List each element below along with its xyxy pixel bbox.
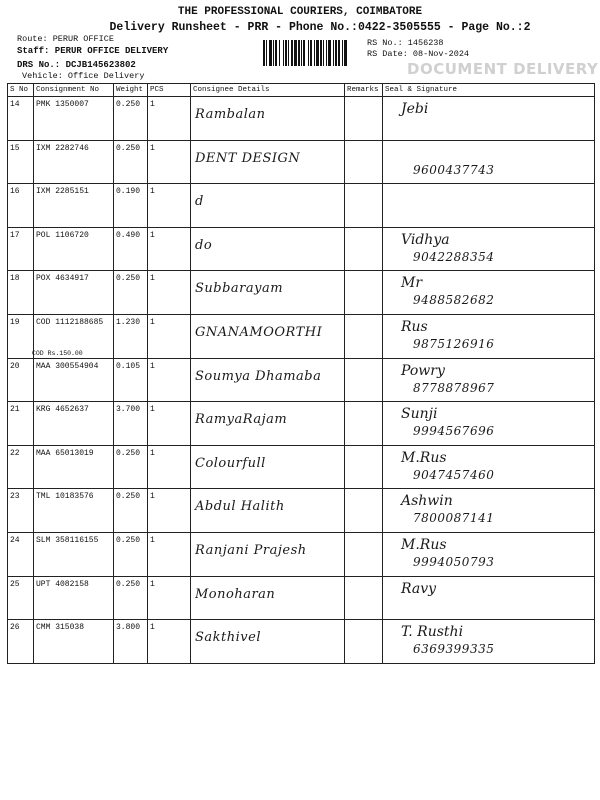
row-sno: 23 (8, 489, 34, 533)
row-pcs: 1 (148, 445, 191, 489)
barcode-bar (338, 40, 340, 66)
table-row (8, 489, 595, 533)
barcode-bar (275, 40, 277, 66)
row-weight: 0.250 (114, 445, 148, 489)
runsheet-table (7, 83, 595, 664)
row-consignee (191, 227, 345, 271)
row-remarks (345, 314, 383, 358)
row-pcs: 1 (148, 358, 191, 402)
table-row (8, 532, 595, 576)
signature-handwriting: Rus (401, 318, 428, 335)
rs-date: RS Date: 08-Nov-2024 (367, 49, 470, 59)
signature-handwriting: Jebi (401, 101, 429, 117)
row-remarks (345, 489, 383, 533)
row-weight: 0.250 (114, 576, 148, 620)
rs-number: RS No.: 1456238 (367, 38, 444, 48)
row-weight: 3.800 (114, 620, 148, 664)
row-weight: 0.250 (114, 489, 148, 533)
row-weight: 0.105 (114, 358, 148, 402)
signature-handwriting: M.Rus (401, 449, 447, 466)
barcode-bar (266, 40, 267, 66)
row-seal-signature (383, 402, 595, 446)
row-seal-signature (383, 140, 595, 184)
signature-handwriting: M.Rus (401, 536, 447, 553)
consignment-number: TML 10183576 (36, 492, 94, 502)
barcode-bar (328, 40, 331, 66)
row-sno: 15 (8, 140, 34, 184)
barcode-bar (316, 40, 319, 66)
phone-handwriting: 9488582682 (413, 293, 495, 308)
consignee-handwriting: Rambalan (195, 107, 266, 122)
row-pcs: 1 (148, 271, 191, 315)
row-sno: 22 (8, 445, 34, 489)
signature-handwriting: Ashwin (401, 493, 453, 510)
barcode-bar (326, 40, 327, 66)
row-pcs: 1 (148, 184, 191, 228)
row-remarks (345, 445, 383, 489)
consignee-handwriting: Monoharan (195, 586, 276, 602)
row-consignee (191, 620, 345, 664)
row-consignment (34, 445, 114, 489)
row-consignment (34, 227, 114, 271)
table-row (8, 445, 595, 489)
phone-handwriting: 9047457460 (413, 467, 495, 482)
row-seal-signature (383, 489, 595, 533)
phone-handwriting: 9042288354 (413, 249, 495, 264)
table-row (8, 314, 595, 358)
row-seal-signature (383, 97, 595, 141)
barcode-bar (303, 40, 305, 66)
barcode (262, 40, 360, 66)
table-header-row (8, 84, 595, 97)
row-consignment (34, 532, 114, 576)
barcode-bar (294, 40, 297, 66)
consignee-handwriting: Ranjani Prajesh (195, 542, 307, 558)
barcode-bar (269, 40, 272, 66)
table-row (8, 576, 595, 620)
row-seal-signature (383, 576, 595, 620)
consignee-handwriting: Colourfull (195, 455, 266, 471)
row-consignment (34, 576, 114, 620)
barcode-bar (283, 40, 284, 66)
row-consignee (191, 532, 345, 576)
row-consignment (34, 620, 114, 664)
table-row (8, 271, 595, 315)
consignment-number: MAA 65013019 (36, 448, 94, 458)
col-sno: S No (8, 84, 34, 97)
signature-handwriting: T. Rusthi (401, 624, 464, 641)
document-delivery-stamp: DOCUMENT DELIVERY (407, 60, 599, 78)
row-consignment (34, 271, 114, 315)
row-consignment (34, 489, 114, 533)
col-consignee: Consignee Details (191, 84, 345, 97)
row-sno: 18 (8, 271, 34, 315)
row-consignee (191, 576, 345, 620)
runsheet-title: Delivery Runsheet - PRR - Phone No.:0422-3505555 - Page No.:2 (109, 21, 531, 34)
barcode-bar (308, 40, 309, 66)
row-remarks (345, 576, 383, 620)
row-seal-signature (383, 620, 595, 664)
row-consignee (191, 271, 345, 315)
row-sno: 24 (8, 532, 34, 576)
row-consignee (191, 445, 345, 489)
row-consignee (191, 489, 345, 533)
row-weight: 0.250 (114, 271, 148, 315)
consignment-number: COD 1112188685 (36, 317, 104, 327)
phone-handwriting: 9875126916 (413, 336, 495, 351)
consignee-handwriting: d (195, 194, 204, 210)
consignee-handwriting: Soumya Dhamaba (195, 368, 322, 384)
consignee-handwriting: Sakthivel (195, 630, 261, 646)
barcode-bar (273, 40, 274, 66)
barcode-bar (344, 40, 347, 66)
row-seal-signature (383, 532, 595, 576)
row-consignee (191, 184, 345, 228)
table-row (8, 620, 595, 664)
barcode-bar (314, 40, 315, 66)
consignee-handwriting: GNANAMOORTHI (195, 324, 323, 340)
table-row (8, 184, 595, 228)
row-sno: 14 (8, 97, 34, 141)
row-weight: 0.250 (114, 532, 148, 576)
row-sno: 19 (8, 314, 34, 358)
barcode-bar (263, 40, 265, 66)
drs-number: DRS No.: DCJB145623802 (17, 60, 136, 70)
consignment-number: POL 1106720 (36, 230, 89, 240)
consignee-handwriting: do (195, 237, 213, 253)
row-consignee (191, 140, 345, 184)
consignment-number: UPT 4082158 (36, 579, 89, 589)
row-remarks (345, 227, 383, 271)
phone-handwriting: 9994567696 (413, 424, 495, 439)
table-row (8, 97, 595, 141)
barcode-bar (342, 40, 343, 66)
signature-handwriting: Mr (401, 275, 423, 292)
row-weight: 3.700 (114, 402, 148, 446)
row-weight: 0.250 (114, 97, 148, 141)
consignment-number: MAA 300554904 (36, 361, 99, 371)
route-label: Route: PERUR OFFICE (17, 34, 114, 44)
col-seal-signature: Seal & Signature (383, 84, 595, 97)
row-seal-signature (383, 184, 595, 228)
col-pcs: PCS (148, 84, 191, 97)
phone-handwriting: 8778878967 (413, 380, 495, 395)
row-pcs: 1 (148, 97, 191, 141)
row-seal-signature (383, 314, 595, 358)
row-remarks (345, 402, 383, 446)
row-pcs: 1 (148, 620, 191, 664)
phone-handwriting: 7800087141 (413, 511, 495, 526)
row-consignment (34, 402, 114, 446)
col-weight: Weight (114, 84, 148, 97)
row-remarks (345, 620, 383, 664)
row-consignment (34, 358, 114, 402)
barcode-bar (279, 40, 280, 66)
phone-handwriting: 9600437743 (413, 162, 495, 177)
consignee-handwriting: DENT DESIGN (195, 150, 301, 166)
row-pcs: 1 (148, 489, 191, 533)
consignment-number: CMM 315038 (36, 623, 85, 633)
col-consignment: Consignment No (34, 84, 114, 97)
barcode-bar (291, 40, 293, 66)
table-row (8, 140, 595, 184)
consignee-handwriting: Subbarayam (195, 281, 284, 297)
consignment-number: SLM 358116155 (36, 535, 99, 545)
row-consignment (34, 314, 114, 358)
vehicle-label: Vehicle: Office Delivery (22, 71, 145, 81)
row-sno: 25 (8, 576, 34, 620)
row-sno: 21 (8, 402, 34, 446)
row-consignment (34, 140, 114, 184)
table-row (8, 402, 595, 446)
barcode-bar (288, 40, 289, 66)
row-sno: 17 (8, 227, 34, 271)
row-sno: 20 (8, 358, 34, 402)
row-consignment (34, 184, 114, 228)
row-remarks (345, 271, 383, 315)
signature-handwriting: Ravy (401, 580, 437, 597)
row-weight: 0.250 (114, 140, 148, 184)
barcode-bar (320, 40, 322, 66)
table-row (8, 227, 595, 271)
row-pcs: 1 (148, 314, 191, 358)
signature-handwriting: Vidhya (401, 231, 450, 248)
row-sno: 16 (8, 184, 34, 228)
row-sno: 26 (8, 620, 34, 664)
barcode-bar (310, 40, 312, 66)
row-pcs: 1 (148, 532, 191, 576)
row-remarks (345, 358, 383, 402)
row-seal-signature (383, 358, 595, 402)
row-remarks (345, 97, 383, 141)
barcode-bar (335, 40, 337, 66)
row-seal-signature (383, 445, 595, 489)
phone-handwriting: 6369399335 (413, 642, 495, 657)
barcode-bar (285, 40, 287, 66)
col-remarks: Remarks (345, 84, 383, 97)
consignment-number: PMK 1350007 (36, 100, 89, 109)
row-consignee (191, 97, 345, 141)
row-seal-signature (383, 271, 595, 315)
signature-handwriting: Sunji (401, 406, 438, 423)
consignment-number: IXM 2285151 (36, 187, 89, 197)
row-consignee (191, 358, 345, 402)
barcode-bar (323, 40, 324, 66)
row-weight: 0.490 (114, 227, 148, 271)
row-remarks (345, 532, 383, 576)
row-pcs: 1 (148, 227, 191, 271)
row-pcs: 1 (148, 402, 191, 446)
row-consignment (34, 97, 114, 141)
row-seal-signature (383, 227, 595, 271)
signature-handwriting: Powry (401, 362, 445, 379)
table-row (8, 358, 595, 402)
barcode-bar (333, 40, 334, 66)
consignment-number: POX 4634917 (36, 274, 89, 284)
cod-amount: COD Rs.150.00 (32, 349, 83, 357)
row-pcs: 1 (148, 140, 191, 184)
barcode-bar (298, 40, 300, 66)
barcode-bar (301, 40, 302, 66)
staff-label: Staff: PERUR OFFICE DELIVERY (17, 46, 169, 56)
phone-handwriting: 9994050793 (413, 554, 495, 569)
row-consignee (191, 314, 345, 358)
row-consignee (191, 402, 345, 446)
row-weight: 1.230 (114, 314, 148, 358)
row-remarks (345, 140, 383, 184)
row-weight: 0.190 (114, 184, 148, 228)
row-pcs: 1 (148, 576, 191, 620)
company-title: THE PROFESSIONAL COURIERS, COIMBATORE (177, 6, 423, 18)
consignee-handwriting: Abdul Halith (195, 499, 285, 515)
consignment-number: KRG 4652637 (36, 405, 89, 415)
consignment-number: IXM 2282746 (36, 143, 89, 153)
row-remarks (345, 184, 383, 228)
consignee-handwriting: RamyaRajam (195, 412, 288, 428)
